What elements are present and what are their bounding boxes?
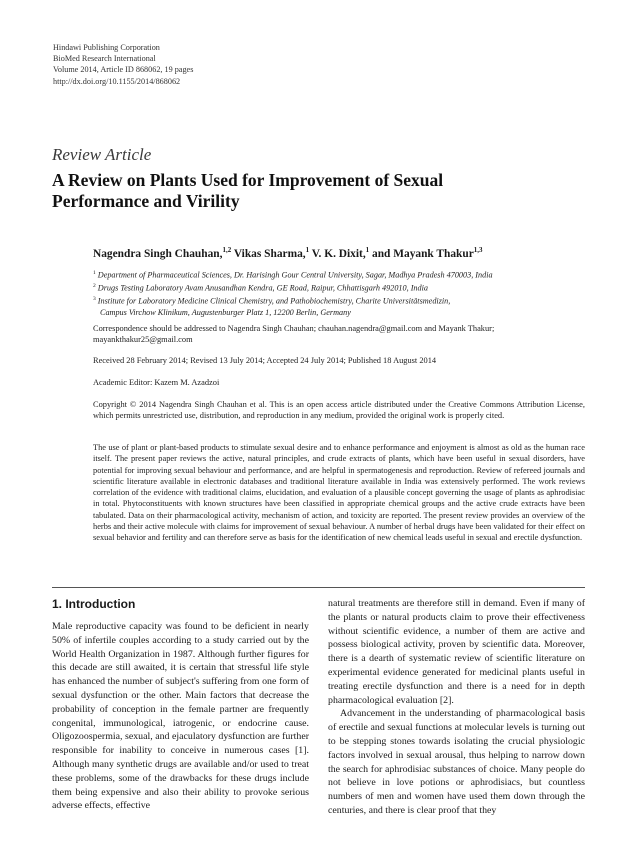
affiliations — [93, 268, 593, 319]
affiliation — [93, 294, 593, 307]
author-sup: 1,2 — [222, 246, 232, 254]
left-column — [52, 596, 309, 813]
body-paragraph: natural treatments are therefore still in demand. Even if many of the plants or natural products claim to prove their effectiveness without scientific evidence, a number of them are active and possess biological activity, proven by scientific data. Moreover, there is a dearth of systematic review of scientific literature on experimental evidence generated for medicinal plants useful in treating erectile dysfunction and there is a need for in depth pharmacological evaluation [2]. — [328, 598, 585, 706]
affiliation — [93, 281, 593, 294]
author-sup: 1 — [305, 246, 310, 254]
affiliation — [93, 268, 593, 281]
affiliation-continuation: Campus Virchow Klinikum, Augustenburger Platz 1, 12200 Berlin, Germany — [100, 308, 351, 318]
body-paragraph: Male reproductive capacity was found to be deficient in nearly 50% of infertile couples according to a study carried out by the World Health Organization in 1987. Although further figures for this decade are still awaited, it is certain that stressful life style has enhanced the number of subject's suffering from one form of sexual dysfunction or the other. Main factors that decrease the probability of conception in the female partner are frequently congenital, immunological, iatrogenic, or endocrine cause. Oligozoospermia, sexual, and ejaculatory dysfunction are further responsible for inability to conceive in numerous cases [1]. Although many synthetic drugs are available and/or used to treat these problems, some of the drawbacks for these drugs include them being expensive and also their ability to provoke serious adverse effects, effective — [52, 621, 309, 812]
author-name: V. K. Dixit, — [311, 247, 366, 260]
journal-header — [53, 42, 193, 87]
author-name: Vikas Sharma, — [233, 247, 306, 260]
affiliation-sup: 3 — [93, 296, 96, 303]
journal-line: BioMed Research International — [53, 54, 156, 64]
affiliation-text: Department of Pharmaceutical Sciences, Dr. Harisingh Gour Central University, Sagar, Madhya Pradesh 470003, India — [97, 270, 493, 280]
author-name: and Mayank Thakur — [372, 247, 474, 260]
academic-editor: Academic Editor: Kazem M. Azadzoi — [93, 378, 220, 387]
affiliation-sup: 1 — [93, 270, 96, 276]
author-sup: 1 — [365, 246, 370, 254]
affiliation-text: Drugs Testing Laboratory Avam Anusandhan Kendra, GE Road, Raipur, Chhattisgarh 492010, India — [97, 283, 428, 293]
article-dates: Received 28 February 2014; Revised 13 July 2014; Accepted 24 July 2014; Published 18 August 2014 — [93, 356, 437, 365]
copyright-notice: Copyright © 2014 Nagendra Singh Chauhan et al. This is an open access article distributed under the Creative Commons Attribution License, which permits unrestricted use, distribution, and reproduction in any medium, provided the original work is properly cited. — [93, 400, 585, 421]
doi-link[interactable]: http://dx.doi.org/10.1155/2014/868062 — [53, 76, 181, 86]
correspondence: Correspondence should be addressed to Nagendra Singh Chauhan; chauhan.nagendra@gmail.com and Mayank Thakur; mayankthakur25@gmail.com — [93, 324, 495, 345]
author-list — [93, 246, 483, 260]
volume-line: Volume 2014, Article ID 868062, 19 pages — [53, 65, 194, 75]
right-column — [328, 597, 585, 818]
affiliation-text: Institute for Laboratory Medicine Clinical Chemistry, and Pathobiochemistry, Charite Universitätsmedizin, — [97, 297, 451, 307]
affiliation-sup: 2 — [93, 283, 96, 290]
section-heading: 1. Introduction — [52, 597, 136, 611]
article-type: Review Article — [52, 145, 152, 164]
body-paragraph: Advancement in the understanding of pharmacological basis of erectile and sexual functions at molecular levels is turning out to be stepping stones towards isolating the crucial physiologic factors involved in sexual arousal, thus helping to narrow down the search for aphrodisiac substances of choice. Many people do not believe in love potions or aphrodisiacs, but countless numbers of men and women have used them down through the centuries, and there is clear proof that they — [328, 708, 585, 816]
author-name: Nagendra Singh Chauhan, — [93, 247, 223, 260]
publisher-line: Hindawi Publishing Corporation — [53, 43, 160, 52]
author-sup: 1,3 — [473, 246, 483, 254]
abstract: The use of plant or plant-based products to stimulate sexual desire and to enhance performance and enjoyment is almost as old as the human race itself. The present paper reviews the active, natural principles, and crude extracts of plants, which have been useful in sexual disorders, have potential for improving sexual behaviour and performance, and are helpful in spermatogenesis and reproduction. Review of refereed journals and scientific literature available in electronic databases and traditional literature available in India was extensively performed. The work reviews correlation of the evidence with traditional claims, elucidation, and evaluation of a plausible concept governing the usage of plants as aphrodisiac in total. Phytoconstituents with known structures have been classified in appropriate chemical groups and the active crude extracts have been tabulated. Data on their pharmacological activity, mechanism of action, and toxicity are reported. The present review provides an overview of the herbs and their active molecule with claims for improvement of sexual behaviour. A number of herbal drugs have been validated for their effect on sexual behavior and fertility and can therefore serve as basis for the identification of new chemical leads useful in sexual and erectile dysfunction. — [93, 443, 585, 543]
article-title: A Review on Plants Used for Improvement of Sexual Performance and Virility — [52, 170, 444, 211]
section-divider — [52, 587, 585, 588]
